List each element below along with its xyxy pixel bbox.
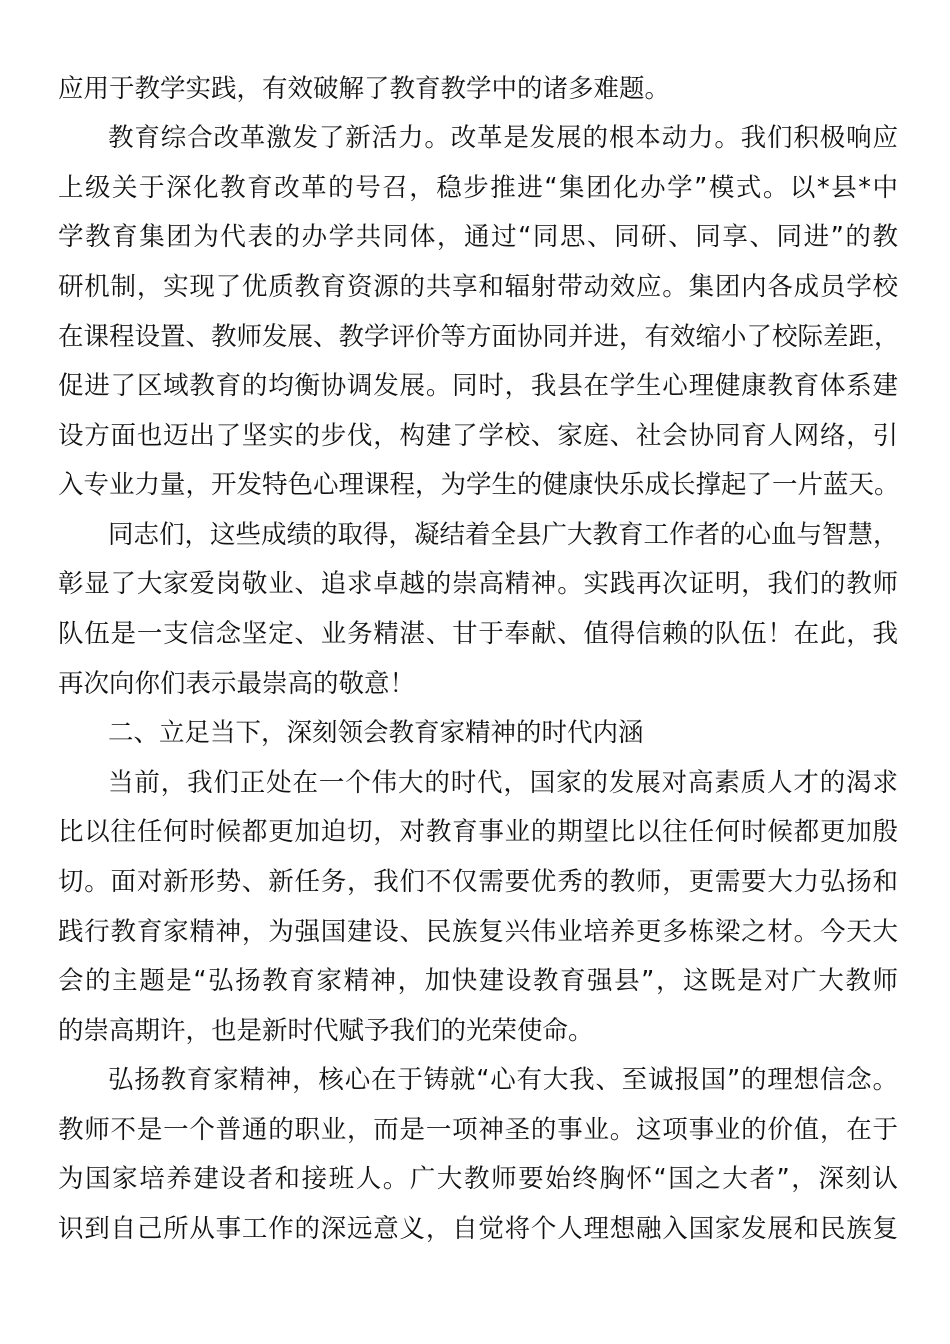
- text-line: 研机制，实现了优质教育资源的共享和辐射带动效应。集团内各成员学校: [58, 272, 898, 302]
- text-line: 再次向你们表示最崇高的敬意！: [58, 669, 416, 699]
- text-line: 应用于教学实践，有效破解了教育教学中的诸多难题。: [58, 74, 671, 104]
- text-line: 彰显了大家爱岗敬业、追求卓越的崇高精神。实践再次证明，我们的教师: [58, 569, 898, 599]
- paragraph-first-line: 同志们，这些成绩的取得，凝结着全县广大教育工作者的心血与智慧，: [108, 520, 899, 550]
- text-line: 践行教育家精神，为强国建设、民族复兴伟业培养更多栋梁之材。今天大: [58, 917, 898, 947]
- text-line: 切。面对新形势、新任务，我们不仅需要优秀的教师，更需要大力弘扬和: [58, 867, 898, 897]
- text-line: 促进了区域教育的均衡协调发展。同时，我县在学生心理健康教育体系建: [58, 371, 898, 401]
- text-line: 入专业力量，开发特色心理课程，为学生的健康快乐成长撑起了一片蓝天。: [58, 470, 900, 500]
- text-line: 的崇高期许，也是新时代赋予我们的光荣使命。: [58, 1016, 594, 1046]
- paragraph-first-line: 弘扬教育家精神，核心在于铸就“心有大我、至诚报国”的理想信念。: [108, 1065, 898, 1095]
- text-line: 比以往任何时候都更加迫切，对教育事业的期望比以往任何时候都更加殷: [58, 817, 898, 847]
- text-line: 教师不是一个普通的职业，而是一项神圣的事业。这项事业的价值，在于: [58, 1115, 898, 1145]
- text-line: 在课程设置、教师发展、教学评价等方面协同并进，有效缩小了校际差距，: [58, 322, 900, 352]
- paragraph-first-line: 教育综合改革激发了新活力。改革是发展的根本动力。我们积极响应: [108, 123, 898, 153]
- text-line: 为国家培养建设者和接班人。广大教师要始终胸怀“国之大者”，深刻认: [58, 1164, 898, 1194]
- text-line: 队伍是一支信念坚定、业务精湛、甘于奉献、值得信赖的队伍！在此，我: [58, 619, 898, 649]
- text-line: 学教育集团为代表的办学共同体，通过“同思、同研、同享、同进”的教: [58, 222, 898, 252]
- section-heading: 二、立足当下，深刻领会教育家精神的时代内涵: [108, 718, 644, 748]
- text-line: 设方面也迈出了坚实的步伐，构建了学校、家庭、社会协同育人网络，引: [58, 421, 898, 451]
- text-line: 识到自己所从事工作的深远意义，自觉将个人理想融入国家发展和民族复: [58, 1214, 898, 1244]
- paragraph-first-line: 当前，我们正处在一个伟大的时代，国家的发展对高素质人才的渴求: [108, 768, 898, 798]
- text-line: 上级关于深化教育改革的号召，稳步推进“集团化办学”模式。以*县*中: [58, 173, 898, 203]
- text-line: 会的主题是“弘扬教育家精神，加快建设教育强县”，这既是对广大教师: [58, 966, 898, 996]
